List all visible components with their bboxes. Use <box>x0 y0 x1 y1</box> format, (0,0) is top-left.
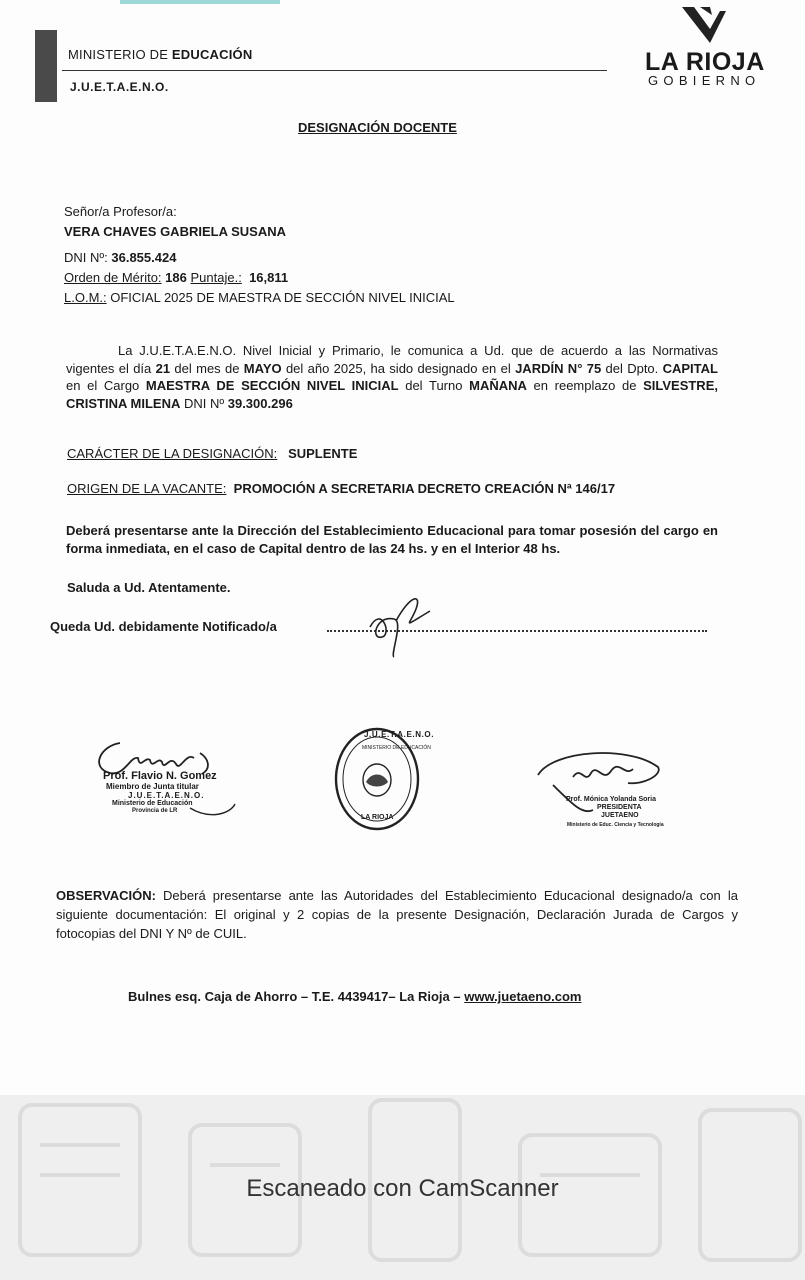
agency-name: J.U.E.T.A.E.N.O. <box>70 80 169 94</box>
header-rule <box>62 70 607 71</box>
observation-paragraph: OBSERVACIÓN: Deberá presentarse ante las Autoridades del Establecimiento Educacional designado/a con la siguiente documentación: El original y 2 copias de la presente Designación, Declaración Jurada de Cargos y fotocopias del DNI Y Nº de CUIL. <box>56 888 738 941</box>
document-title: DESIGNACIÓN DOCENTE <box>298 120 457 135</box>
character-line: CARÁCTER DE LA DESIGNACIÓN: SUPLENTE <box>67 446 358 461</box>
notified-text: Queda Ud. debidamente Notificado/a <box>50 619 277 634</box>
footer-address: Bulnes esq. Caja de Ahorro – T.E. 4439417– La Rioja – www.juetaeno.com <box>128 989 582 1004</box>
lom-line: L.O.M.: OFICIAL 2025 DE MAESTRA DE SECCIÓN NIVEL INICIAL <box>64 290 455 305</box>
right-signer-line1: PRESIDENTA <box>597 804 642 811</box>
instruction-paragraph: Deberá presentarse ante la Dirección del Establecimiento Educacional para tomar posesión del cargo en forma inmediata, en el caso de Capital dentro de las 24 hs. y en el Interior 48 hs. <box>66 523 718 556</box>
recipient-name: VERA CHAVES GABRIELA SUSANA <box>64 224 286 239</box>
left-signer-line3: Ministerio de Educación <box>112 800 193 807</box>
right-signer-line2: JUETAENO <box>601 812 639 819</box>
header-bar <box>35 30 57 102</box>
ministry-name: MINISTERIO DE EDUCACIÓN <box>68 47 253 62</box>
camscanner-label: Escaneado con CamScanner <box>246 1175 559 1202</box>
la-rioja-logo-icon <box>680 5 728 45</box>
logo-subtext: GOBIERNO <box>648 73 761 88</box>
recipient-signature <box>360 585 440 660</box>
merit-line: Orden de Mérito: 186 Puntaje.: 16,811 <box>64 270 289 285</box>
salutation: Señor/a Profesor/a: <box>64 204 177 219</box>
dni-line: DNI Nº: 36.855.424 <box>64 250 177 265</box>
seal-side-text: MINISTERIO DE EDUCACIÓN <box>362 745 431 751</box>
scan-edge-line <box>120 0 280 4</box>
origin-line: ORIGEN DE LA VACANTE: PROMOCIÓN A SECRETARIA DECRETO CREACIÓN Nª 146/17 <box>67 481 616 496</box>
seal-top-text: J.U.E.T.A.E.N.O. <box>364 730 435 739</box>
right-signer-name: Prof. Mónica Yolanda Soria <box>566 796 656 803</box>
logo-text: LA RIOJA <box>645 48 765 76</box>
left-signer-line1: Miembro de Junta titular <box>106 782 199 791</box>
left-signer-name: Prof. Flavio N. Gomez <box>103 770 217 782</box>
footer-website-link[interactable]: www.juetaeno.com <box>464 989 582 1004</box>
seal-bottom-text: LA RIOJA <box>361 814 394 821</box>
closing-text: Saluda a Ud. Atentamente. <box>67 580 231 595</box>
designation-paragraph: La J.U.E.T.A.E.N.O. Nivel Inicial y Primario, le comunica a Ud. que de acuerdo a las Normativas vigentes el día 21 del mes de MAYO del año 2025, ha sido designado en el JARDÍN N° 75 del Dpto. CAPITAL en el Cargo MAESTRA DE SECCIÓN NIVEL INICIAL del Turno MAÑANA en reemplazo de SILVESTRE, CRISTINA MILENA DNI Nº 39.300.296 <box>66 343 718 411</box>
left-signer-line4: Provincia de LR <box>132 808 178 814</box>
right-signer-line3: Ministerio de Educ. Ciencia y Tecnología <box>567 822 664 828</box>
left-signer-line2: J.U.E.T.A.E.N.O. <box>128 791 205 800</box>
